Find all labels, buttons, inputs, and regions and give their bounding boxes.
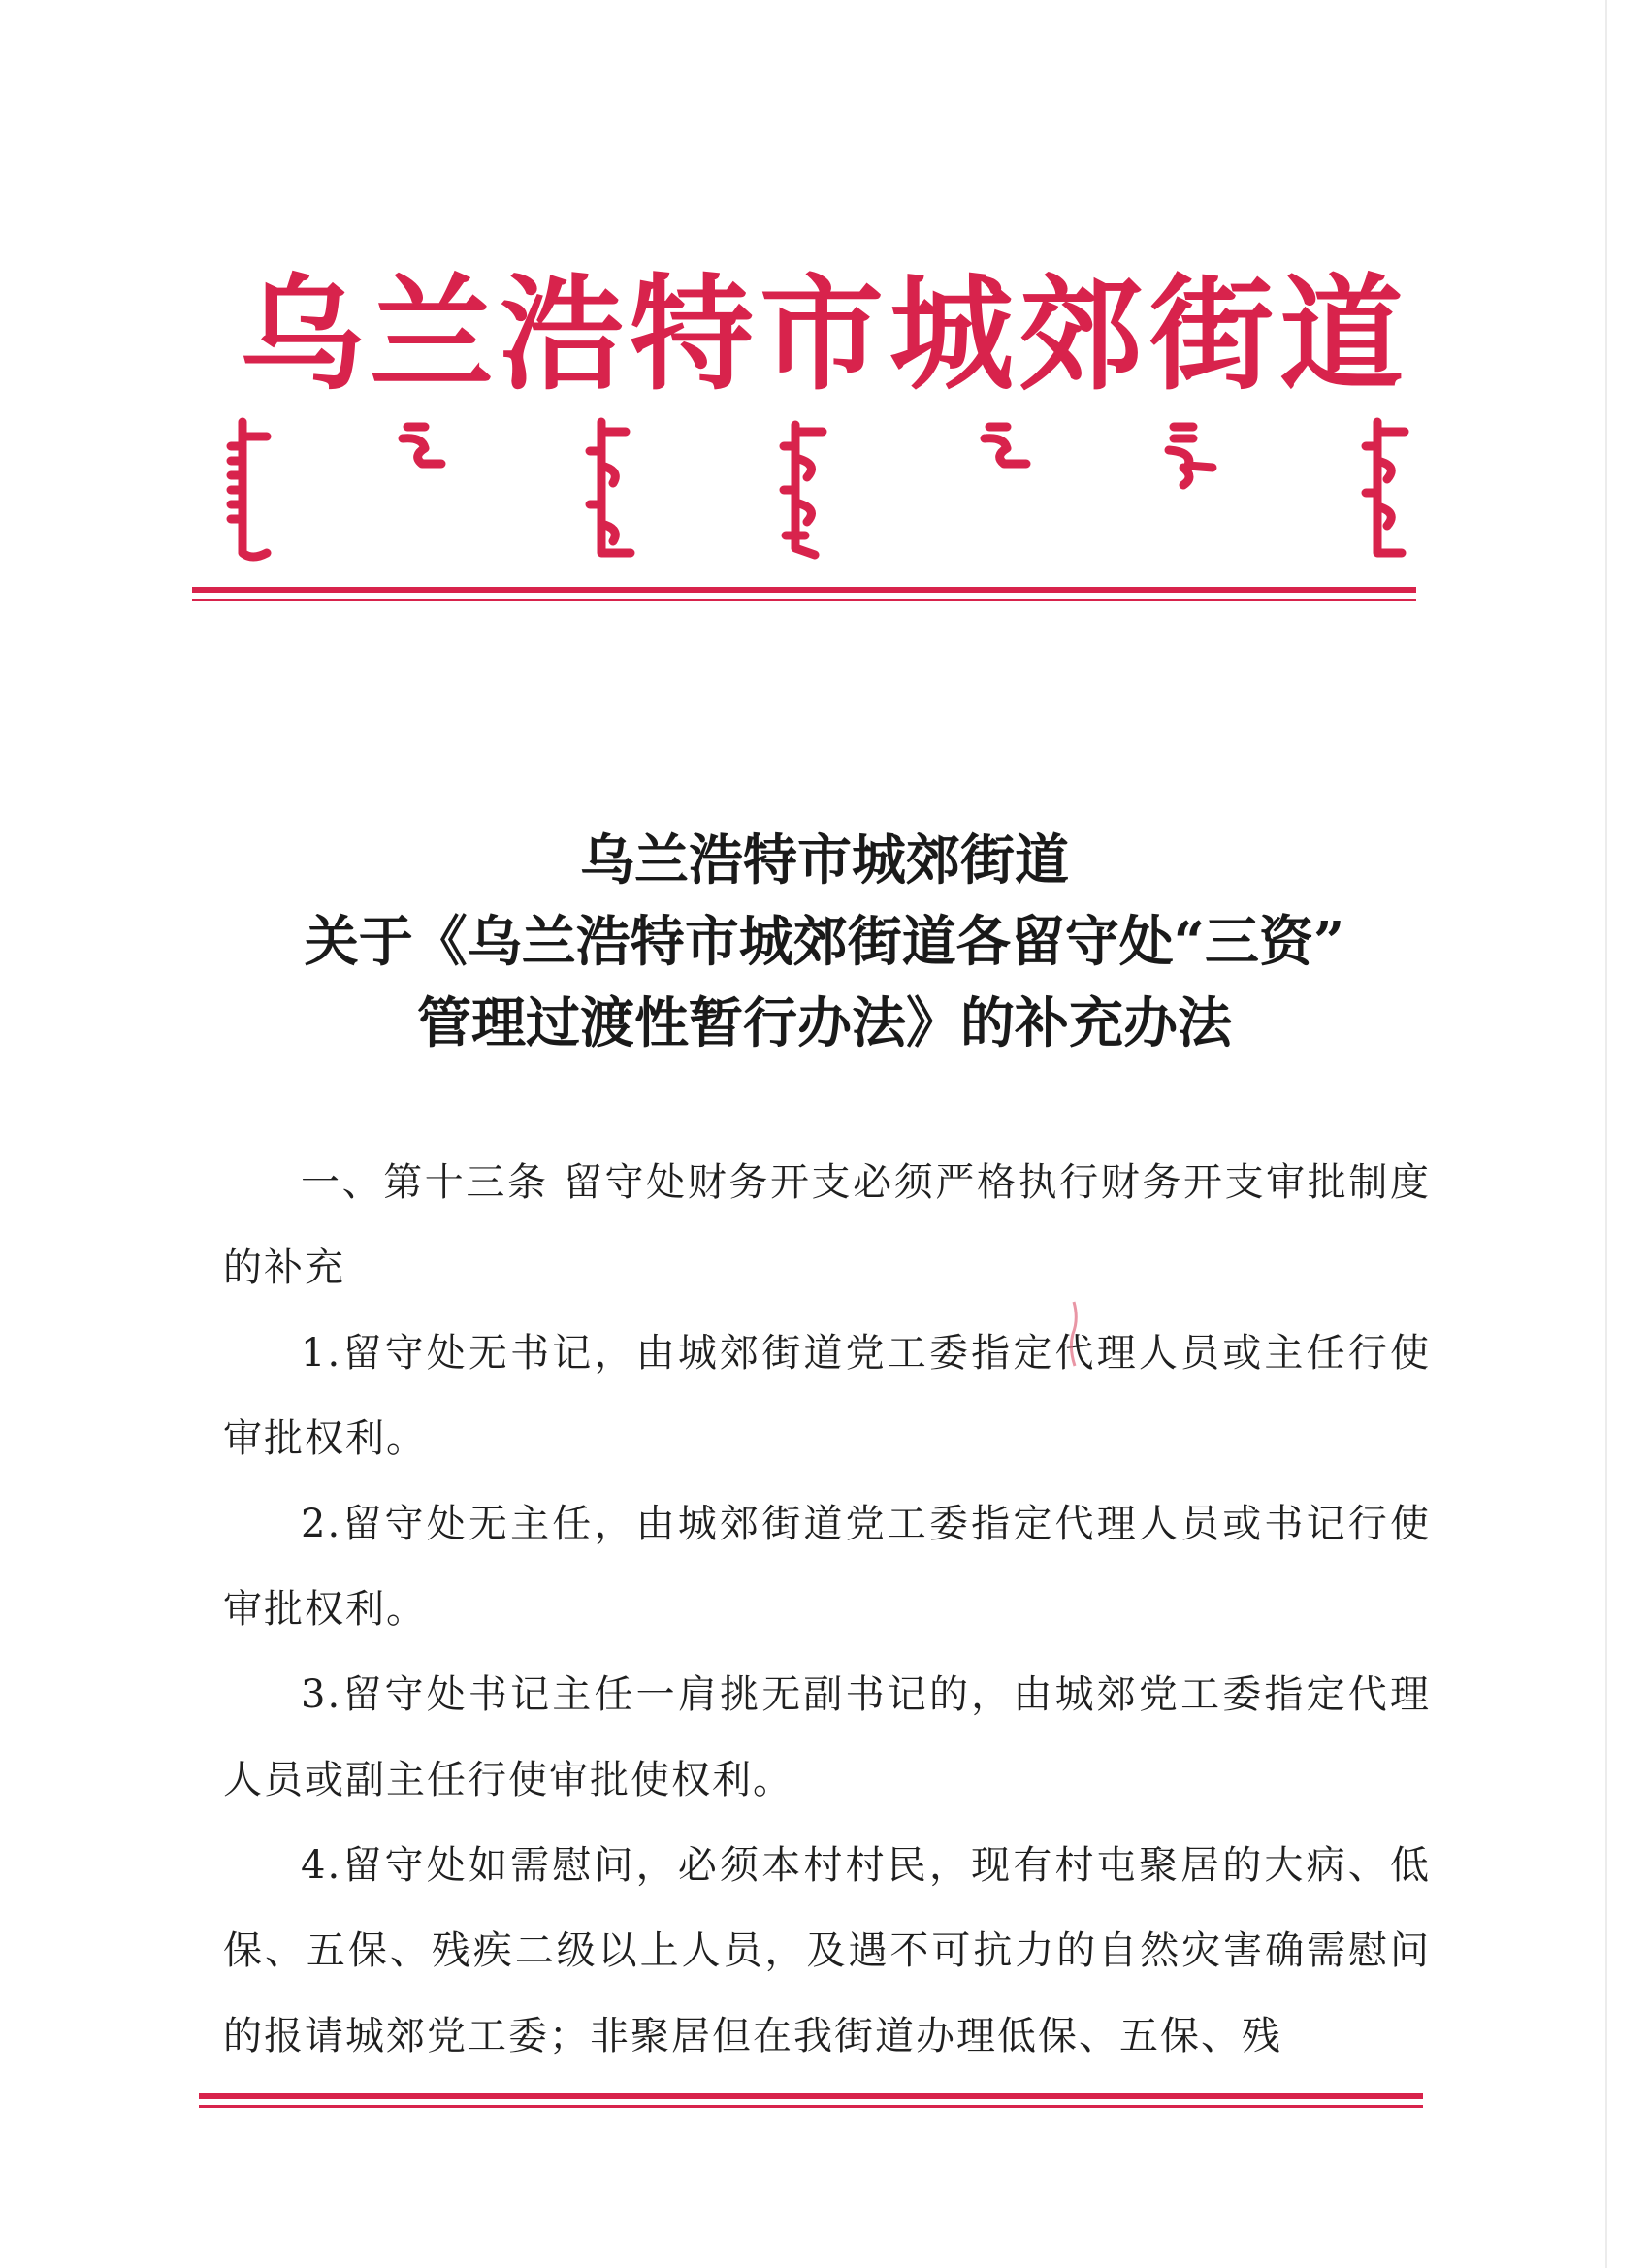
list-item: 2.留守处无主任，由城郊街道党工委指定代理人员或书记行使审批权利。 — [223, 1502, 1431, 1632]
ink-mark — [1065, 1300, 1083, 1368]
list-item: 3.留守处书记主任一肩挑无副书记的，由城郊党工委指定代理人员或副主任行使审批使权利。 — [223, 1672, 1431, 1802]
masthead-divider — [192, 587, 1416, 606]
title-line-2: 关于《乌兰浩特市城郊街道各留守处“三资” — [304, 910, 1345, 974]
list-item: 1.留守处无书记，由城郊街道党工委指定代理人员或主任行使审批权利。 — [223, 1331, 1431, 1461]
footer-divider — [199, 2093, 1423, 2113]
document-body — [223, 1140, 1431, 2079]
section-heading: 一、第十三条 留守处财务开支必须严格执行财务开支审批制度的补充 — [223, 1160, 1431, 1290]
title-line-3: 管理过渡性暂行办法》的补充办法 — [417, 991, 1232, 1055]
list-item: 4.留守处如需慰问，必须本村村民，现有村屯聚居的大病、低保、五保、残疾二级以上人员，及遇不可抗力的自然灾害确需慰问的报请城郊党工委；非聚居但在我街道办理低保、五保、残 — [223, 1843, 1431, 2058]
masthead-title: 乌兰浩特市城郊街道 — [239, 262, 1409, 407]
document-title — [146, 820, 1504, 1064]
scan-edge — [1605, 0, 1607, 2268]
title-line-1: 乌兰浩特市城郊街道 — [580, 828, 1069, 892]
mongolian-script-logo — [213, 417, 1416, 563]
